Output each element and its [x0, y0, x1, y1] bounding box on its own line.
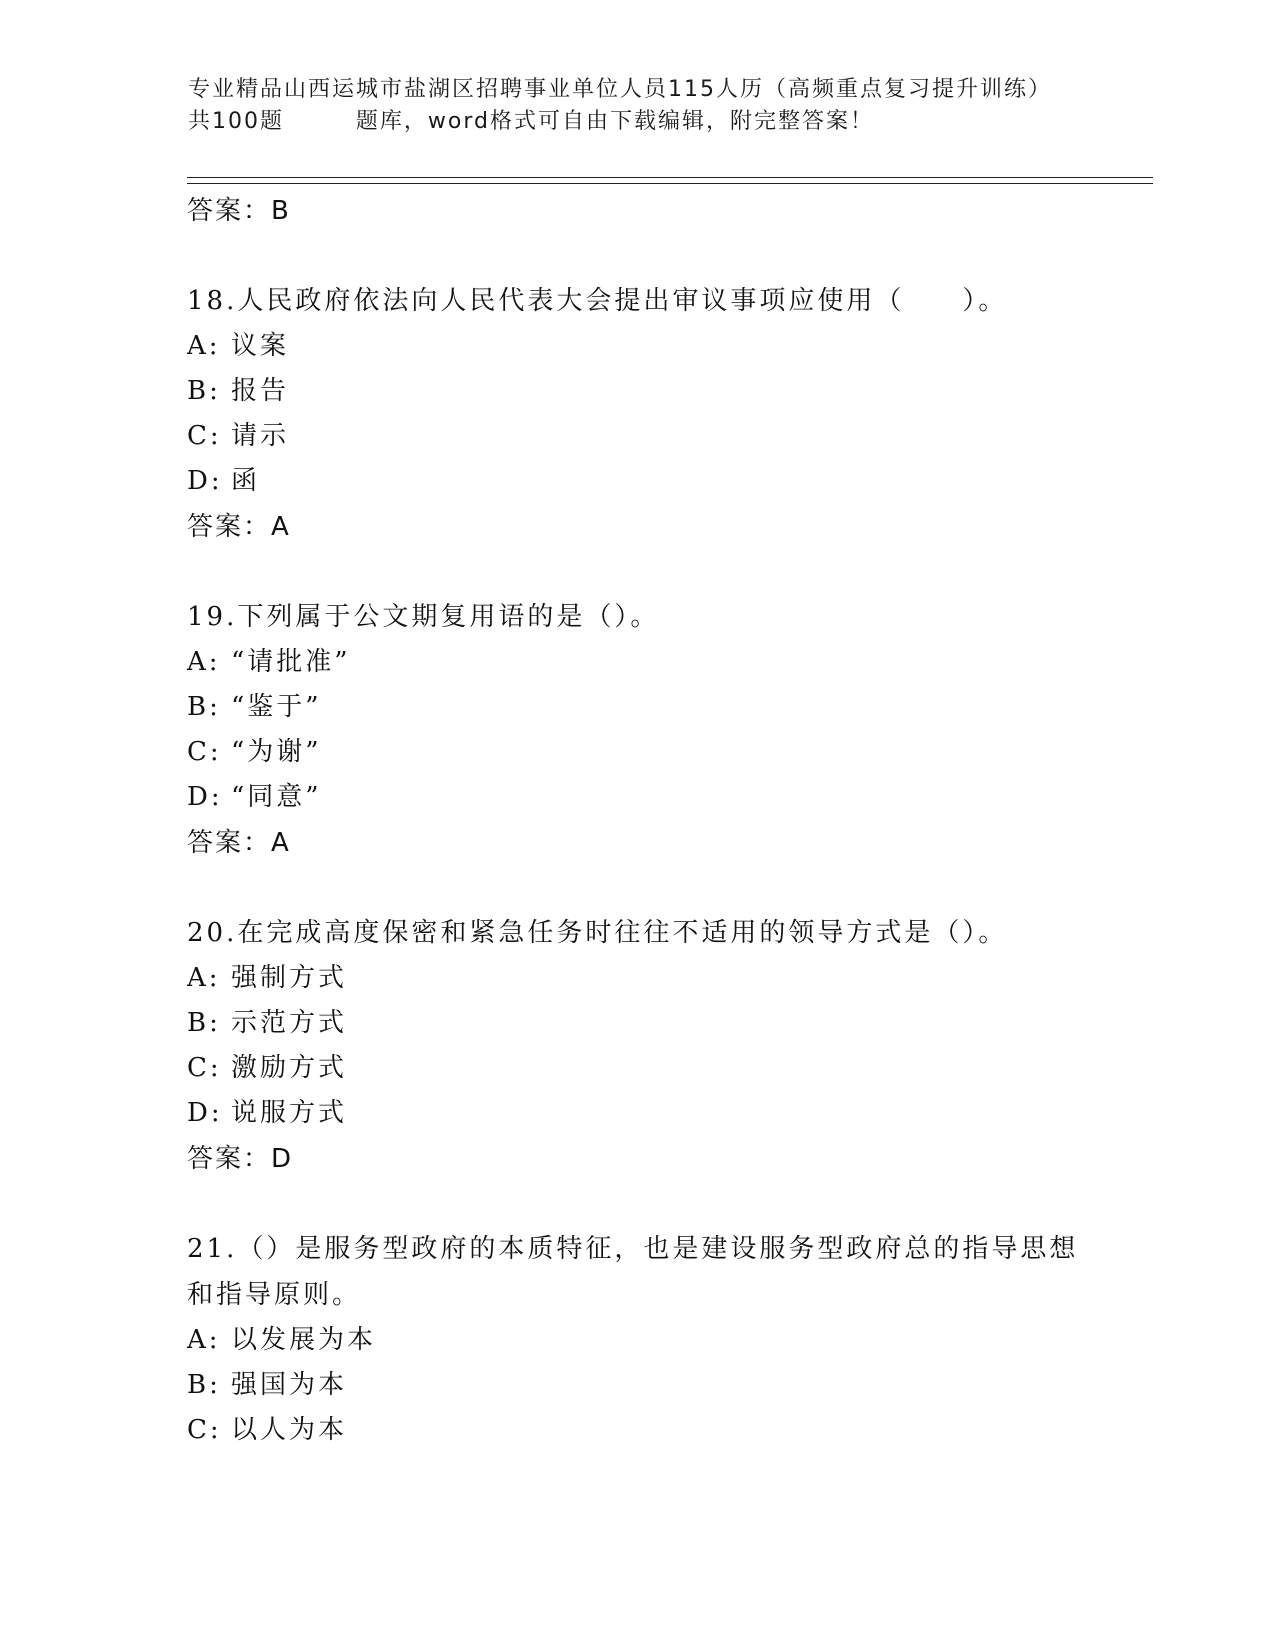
option-text: “请批准” — [231, 647, 351, 677]
option-a — [187, 956, 1087, 1001]
option-c — [187, 414, 1087, 459]
header-subtitle-line: 共100题 题库，word格式可自由下载编辑，附完整答案！ — [188, 109, 875, 134]
option-b — [187, 369, 1087, 414]
question-list — [187, 188, 1087, 1453]
option-key: B: — [187, 692, 221, 722]
option-text: “同意” — [231, 782, 322, 812]
option-text: 请示 — [231, 421, 290, 451]
question-text: 19.下列属于公文期复用语的是（）。 — [187, 602, 660, 632]
option-key: C: — [187, 1415, 222, 1445]
option-key: C: — [187, 737, 222, 767]
question-block — [187, 278, 1087, 550]
option-c — [187, 1046, 1087, 1091]
option-text: “鉴于” — [231, 692, 322, 722]
option-key: A: — [187, 1325, 221, 1355]
option-key: C: — [187, 1053, 222, 1083]
option-key: A: — [187, 647, 221, 677]
option-text: 以发展为本 — [231, 1325, 377, 1355]
option-key: A: — [187, 963, 221, 993]
option-text: 强制方式 — [231, 963, 348, 993]
header-title-line: 专业精品山西运城市盐湖区招聘事业单位人员115人历（高频重点复习提升训练） — [188, 77, 1052, 102]
option-key: D: — [187, 1098, 223, 1128]
document-header — [188, 74, 1088, 138]
answer-line: 答案：D — [187, 1144, 294, 1174]
option-key: B: — [187, 1008, 221, 1038]
option-key: C: — [187, 421, 222, 451]
question-text: 18.人民政府依法向人民代表大会提出审议事项应使用（ ）。 — [187, 286, 1008, 316]
option-text: 函 — [231, 466, 261, 496]
answer-line: 答案：A — [187, 512, 291, 542]
option-a — [187, 324, 1087, 369]
option-text: 激励方式 — [231, 1053, 348, 1083]
option-c — [187, 730, 1087, 775]
option-key: D: — [187, 782, 223, 812]
option-key: B: — [187, 376, 221, 406]
option-key: B: — [187, 1370, 221, 1400]
option-b — [187, 685, 1087, 730]
spacer — [187, 866, 1087, 910]
option-b — [187, 1001, 1087, 1046]
answer-line: 答案：A — [187, 828, 291, 858]
option-text: “为谢” — [231, 737, 322, 767]
option-text: 示范方式 — [231, 1008, 348, 1038]
option-d — [187, 1091, 1087, 1136]
spacer — [187, 1182, 1087, 1226]
header-divider-top — [187, 177, 1153, 178]
option-d — [187, 459, 1087, 504]
option-text: 议案 — [231, 331, 290, 361]
option-key: A: — [187, 331, 221, 361]
question-text: 21.（）是服务型政府的本质特征，也是建设服务型政府总的指导思想和指导原则。 — [187, 1234, 1079, 1310]
option-c — [187, 1408, 1087, 1453]
option-b — [187, 1363, 1087, 1408]
option-text: 报告 — [231, 376, 290, 406]
option-text: 强国为本 — [231, 1370, 348, 1400]
option-a — [187, 1318, 1087, 1363]
spacer — [187, 234, 1087, 278]
answer-line: 答案：B — [187, 196, 291, 226]
header-divider-bottom — [187, 183, 1153, 184]
question-block — [187, 1226, 1087, 1453]
option-a — [187, 640, 1087, 685]
spacer — [187, 550, 1087, 594]
option-text: 说服方式 — [231, 1098, 348, 1128]
question-block — [187, 594, 1087, 866]
option-d — [187, 775, 1087, 820]
question-text: 20.在完成高度保密和紧急任务时往往不适用的领导方式是（）。 — [187, 918, 1008, 948]
option-text: 以人为本 — [231, 1415, 348, 1445]
question-block — [187, 910, 1087, 1182]
option-key: D: — [187, 466, 223, 496]
